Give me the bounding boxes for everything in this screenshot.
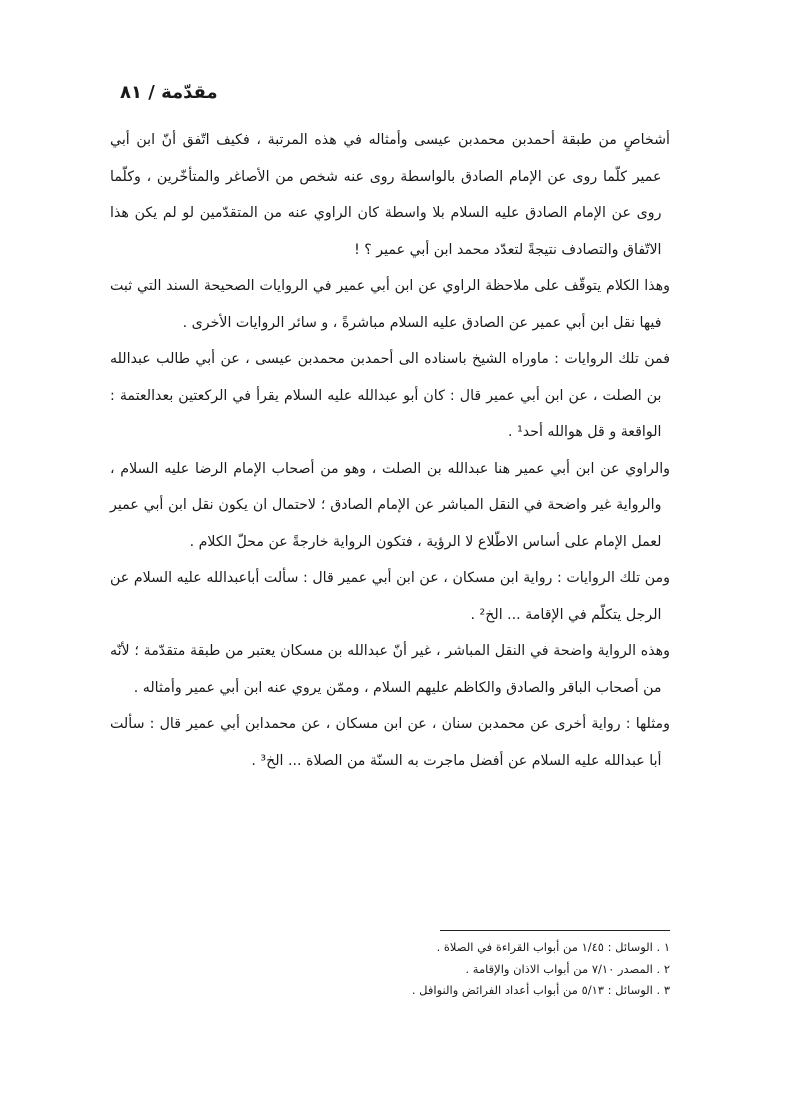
footnote-divider xyxy=(440,930,670,931)
footnote: ٢ . المصدر ٧/١٠ من أبواب الاذان والإقامة . xyxy=(465,961,670,976)
main-text xyxy=(110,122,670,779)
paragraph: أشخاصٍ من طبقة أحمدبن محمدبن عيسى وأمثاله في هذه المرتبة ، فكيف اتّفق أنّ ابن أبي عمير كلّما روى عن الإمام الصادق بالواسطة روى عنه شخص من الأصاغر والمتأخّرين ، وكلّما روى عن الإمام الصادق عليه السلام بلا واسطة كان الراوي عنه من المتقدّمين لو لم يكن هذا الاتّفاق والتصادف نتيجةً لتعدّد محمد ابن أبي عمير ؟ ! xyxy=(110,132,670,258)
footnotes xyxy=(300,937,670,1002)
paragraph: فمن تلك الروايات : ماوراه الشيخ باسناده الى أحمدبن محمدبن عيسى ، عن أبي طالب عبدالله بن الصلت ، عن ابن أبي عمير قال : كان أبو عبدالله عليه السلام يقرأ في الركعتين بعدالعتمة : الواقعة و قل هوالله أحد¹ . xyxy=(110,351,670,440)
paragraph: ومثلها : رواية أخرى عن محمدبن سنان ، عن ابن مسكان ، عن محمدابن أبي عمير قال : سألت أبا عبدالله عليه السلام عن أفضل ماجرت به السنّة من الصلاة ... الخ³ . xyxy=(110,716,670,769)
paragraph: ومن تلك الروايات : رواية ابن مسكان ، عن ابن أبي عمير قال : سألت أباعبدالله عليه السلام عن الرجل يتكلّم في الإقامة ... الخ² . xyxy=(110,570,670,623)
paragraph: والراوي عن ابن أبي عمير هنا عبدالله بن الصلت ، وهو من أصحاب الإمام الرضا عليه السلام ، والرواية غير واضحة في النقل المباشر عن الإمام الصادق ؛ لاحتمال ان يكون نقل ابن أبي عمير لعمل الإمام على أساس الاطّلاع لا الرؤية ، فتكون الرواية خارجةً عن محلّ الكلام . xyxy=(110,460,670,550)
running-header: مقدّمة / ٨١ xyxy=(120,82,218,103)
paragraph: وهذا الكلام يتوقّف على ملاحظة الراوي عن ابن أبي عمير في الروايات الصحيحة السند التي ثبت فيها نقل ابن أبي عمير عن الصادق عليه السلام مباشرةً ، و سائر الروايات الأخرى . xyxy=(110,278,670,331)
paragraph: وهذه الرواية واضحة في النقل المباشر ، غير أنّ عبدالله بن مسكان يعتبر من طبقة متقدّمة ؛ لأنّه من أصحاب الباقر والصادق والكاظم عليهم السلام ، وممّن يروي عنه ابن أبي عمير وأمثاله . xyxy=(110,643,670,696)
footnote: ١ . الوسائل : ١/٤٥ من أبواب القراءة في الصلاة . xyxy=(436,940,670,954)
footnote: ٣ . الوسائل : ٥/١٣ من أبواب أعداد الفرائض والنوافل . xyxy=(411,983,670,997)
